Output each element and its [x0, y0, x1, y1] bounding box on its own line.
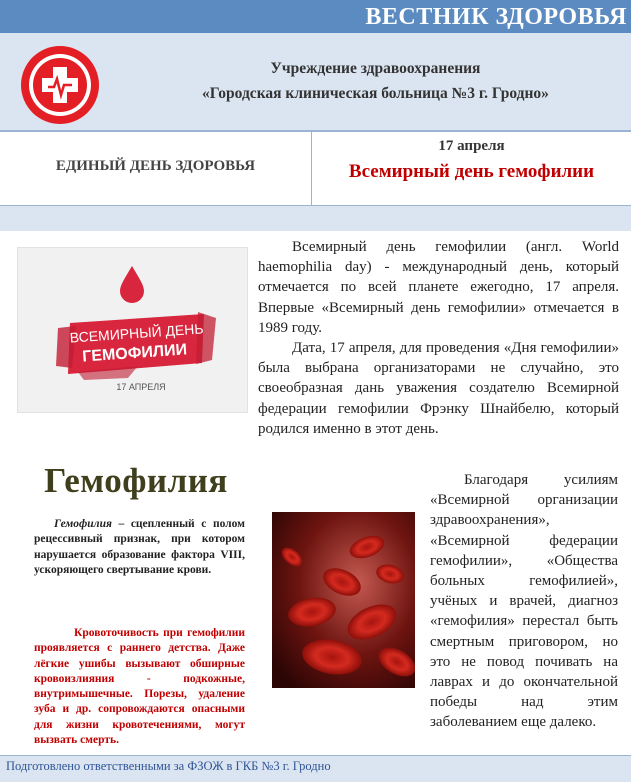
separator-band	[0, 205, 631, 231]
section-title: Гемофилия	[44, 461, 228, 500]
definition-body: – сцепленный с полом рецессивный признак, при котором нарушается образование фактора VIII, ускоряющего свертывание крови.	[34, 518, 245, 576]
intro-paragraph-1: Всемирный день гемофилии (англ. World haemophilia day) - международный день, который отмечается по всей планете ежегодно, 17 апреля. Впервые «Всемирный день гемофилии» отмечается в 1989 году.	[258, 239, 619, 336]
newsletter-title: ВЕСТНИК ЗДОРОВЬЯ	[365, 4, 627, 30]
progress-text	[430, 470, 618, 733]
intro-text	[17, 237, 619, 439]
bleeding-warning	[34, 626, 245, 748]
definition-text	[34, 517, 245, 578]
health-day-title: ЕДИНЫЙ ДЕНЬ ЗДОРОВЬЯ	[55, 158, 256, 174]
poster-line1: ВСЕМИРНЫЙ ДЕНЬ	[69, 320, 205, 346]
poster-date: 17 АПРЕЛЯ	[116, 382, 166, 392]
progress-body: Благодаря усилиям «Всемирной организации здравоохранения», «Всемирной федерации гемофилии», «Общества больных гемофилией», учёных и врачей, диагноз «гемофилия» перестал быть смертным приговором, но это не повод почивать на лаврах и до окончательной победы над этим заболеванием еще далеко.	[430, 472, 618, 731]
blood-cells-image	[272, 512, 415, 688]
event-title: Всемирный день гемофилии	[348, 161, 595, 182]
poster-line2: ГЕМОФИЛИИ	[81, 341, 188, 366]
institution-name-line2: «Городская клиническая больница №3 г. Гродно»	[202, 85, 549, 102]
footer-text: Подготовлено ответственными за ФЗОЖ в ГКБ №3 г. Гродно	[6, 759, 331, 773]
divider	[0, 130, 631, 132]
intro-paragraph-2: Дата, 17 апреля, для проведения «Дня гемофилии» была выбрана организаторами не случайно, это своеобразная дань уважения создателю Всемирной федерации гемофилии Фрэнку Шнайбелю, который родился именно в этот день.	[258, 340, 619, 437]
bleeding-text: Кровоточивость при гемофилии проявляется с раннего детства. Даже лёгкие ушибы вызывают обширные кровоизлияния - подкожные, внутримышечные. Порезы, удаление зуба и др. сопровождаются опасными для жизни кровотечениями, могут вызвать смерть.	[34, 627, 245, 747]
event-date: 17 апреля	[438, 138, 505, 154]
hospital-logo	[20, 45, 100, 125]
institution-name-line1: Учреждение здравоохранения	[270, 60, 481, 77]
term: Гемофилия	[54, 518, 112, 530]
